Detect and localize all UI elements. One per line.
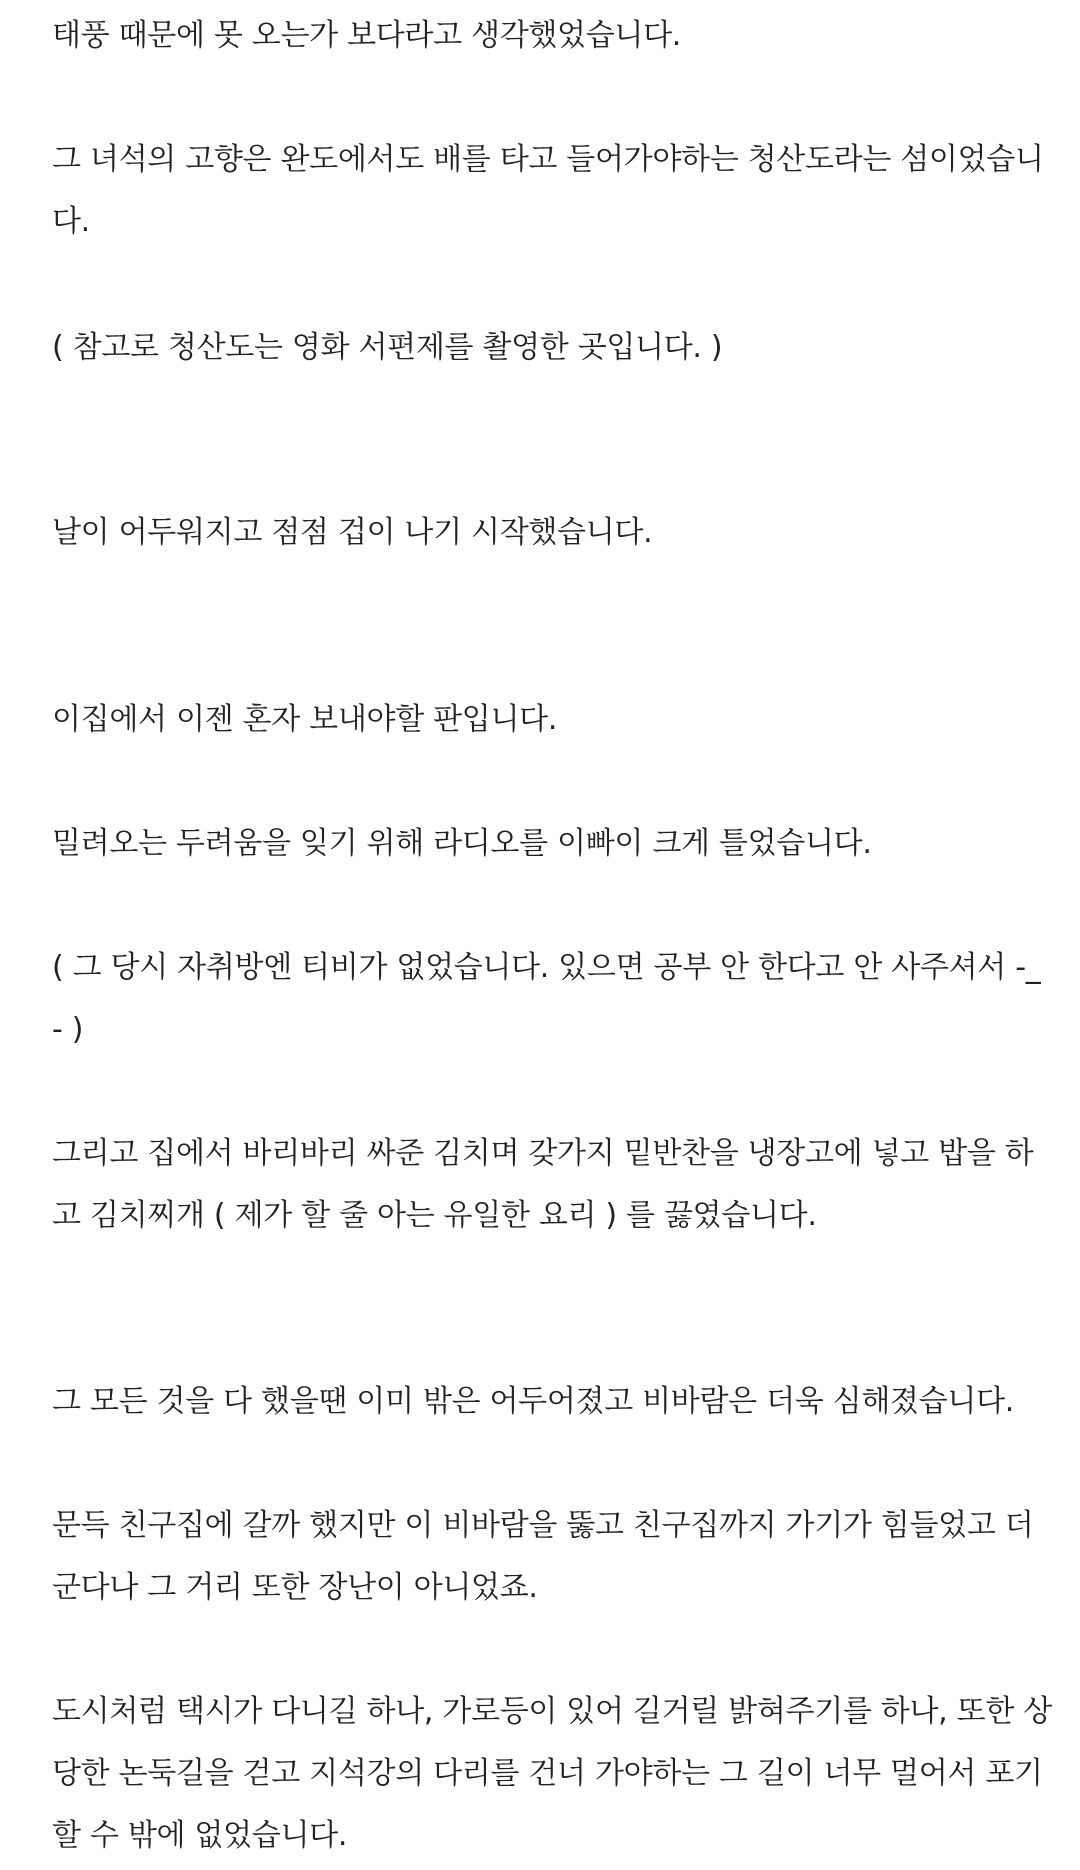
text-line: ( 그 당시 자취방엔 티비가 없었습니다. 있으면 공부 안 한다고 안 사주셔서 -_	[52, 950, 1041, 985]
text-line: 그리고 집에서 바리바리 싸준 김치며 갖가지 밑반찬을 냉장고에 넣고 밥을 하	[52, 1136, 1034, 1171]
text-line: 도시처럼 택시가 다니길 하나, 가로등이 있어 길거릴 밝혀주기를 하나, 또한 상	[52, 1694, 1052, 1729]
text-line: 그 녀석의 고향은 완도에서도 배를 타고 들어가야하는 청산도라는 섬이었습니	[52, 142, 1044, 177]
text-line: 고 김치찌개 ( 제가 할 줄 아는 유일한 요리 ) 를 끓였습니다.	[52, 1198, 817, 1233]
text-line: - )	[52, 1012, 84, 1047]
text-line: ( 참고로 청산도는 영화 서편제를 촬영한 곳입니다. )	[52, 330, 723, 365]
text-line: 태풍 때문에 못 오는가 보다라고 생각했었습니다.	[52, 18, 682, 53]
text-line: 다.	[52, 204, 90, 239]
text-line: 당한 논둑길을 걷고 지석강의 다리를 건너 가야하는 그 길이 너무 멀어서 포기	[52, 1756, 1043, 1791]
text-line: 밀려오는 두려움을 잊기 위해 라디오를 이빠이 크게 틀었습니다.	[52, 826, 872, 861]
text-line: 문득 친구집에 갈까 했지만 이 비바람을 뚫고 친구집까지 가기가 힘들었고 더	[52, 1508, 1034, 1543]
text-line: 그 모든 것을 다 했을땐 이미 밖은 어두어졌고 비바람은 더욱 심해졌습니다.	[52, 1384, 1014, 1419]
text-line: 날이 어두워지고 점점 겁이 나기 시작했습니다.	[52, 515, 653, 550]
text-line: 할 수 밖에 없었습니다.	[52, 1818, 348, 1853]
text-line: 군다나 그 거리 또한 장난이 아니었죠.	[52, 1570, 538, 1605]
text-line: 이집에서 이젠 혼자 보내야할 판입니다.	[52, 702, 558, 737]
